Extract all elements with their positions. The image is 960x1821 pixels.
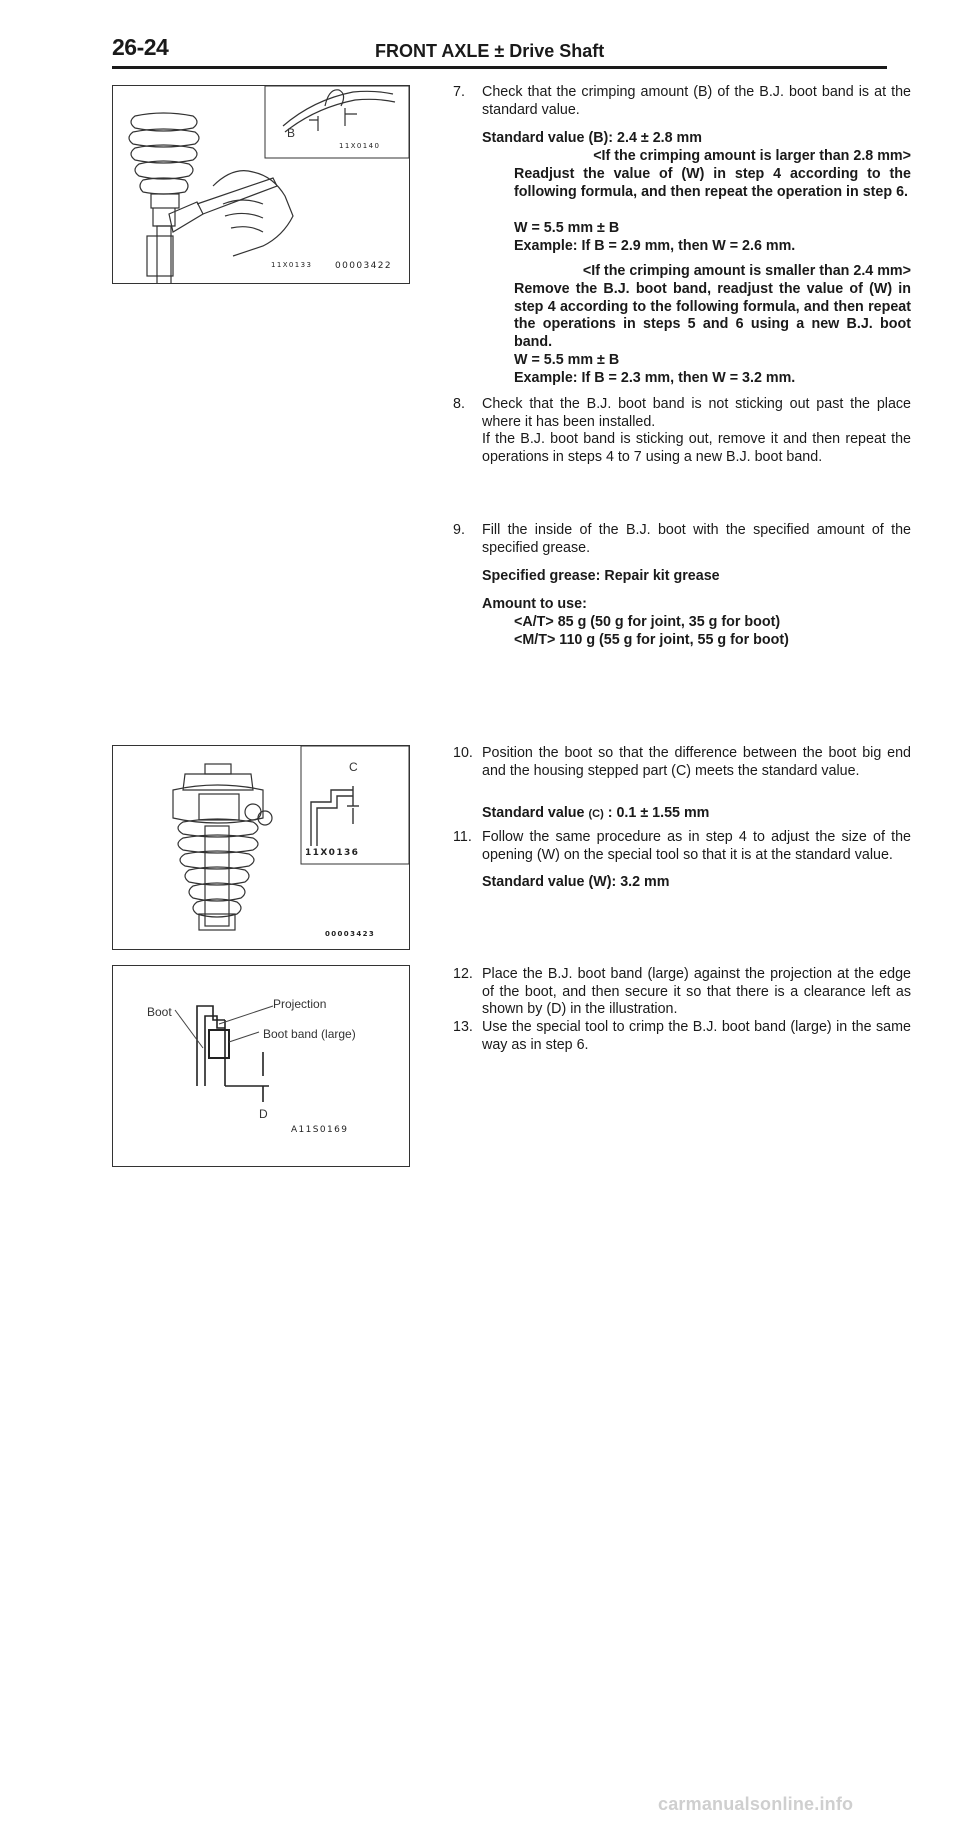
step-text: Place the B.J. boot band (large) against the projection at the edge of the boot, and then secure it so that there is a clearance left as shown by (D) in the illustration. <box>482 966 911 1017</box>
step-number: 7. <box>453 84 465 100</box>
step-number: 12. <box>453 966 473 982</box>
inset-code: 11X0136 <box>305 848 360 858</box>
larger-condition: <If the crimping amount is larger than 2.8 mm> <box>593 148 911 164</box>
label-boot: Boot <box>147 1005 172 1019</box>
amount-mt: <M/T> 110 g (55 g for joint, 55 g for boot) <box>514 632 789 648</box>
smaller-formula: W = 5.5 mm ± B <box>514 352 620 368</box>
std-paren: (C) <box>588 808 604 820</box>
standard-value-w: Standard value (W): 3.2 mm <box>482 874 670 890</box>
step-number: 10. <box>453 745 473 761</box>
figure-boot-position <box>112 745 410 950</box>
label-c: C <box>349 760 358 774</box>
larger-body: Readjust the value of (W) in step 4 according to the following formula, and then repeat the operation in step 6. <box>514 166 911 200</box>
step-8 <box>453 396 911 466</box>
figure-code: 00003423 <box>325 930 376 938</box>
step-11 <box>453 829 911 864</box>
step-7 <box>453 84 911 119</box>
label-boot-band: Boot band (large) <box>263 1027 356 1041</box>
page-number: 26-24 <box>112 34 169 60</box>
inset-code: 11X0140 <box>339 142 381 150</box>
step-text: Check that the B.J. boot band is not sticking out past the place where it has been installed. <box>482 396 911 430</box>
smaller-body: Remove the B.J. boot band, readjust the value of (W) in step 4 according to the following formula, and then repeat the operations in steps 5 and 6 using a new B.J. boot band. <box>514 281 911 350</box>
figure-crimp-check <box>112 85 410 284</box>
step-13 <box>453 1019 911 1054</box>
step-12 <box>453 966 911 1019</box>
watermark: carmanualsonline.info <box>658 1794 854 1814</box>
header-rule <box>112 66 887 69</box>
figure-code: 00003422 <box>335 261 393 271</box>
step-number: 8. <box>453 396 465 412</box>
step-text: Fill the inside of the B.J. boot with the specified amount of the specified grease. <box>482 522 911 556</box>
step-number: 11. <box>453 829 472 845</box>
step-number: 13. <box>453 1019 473 1035</box>
page-header <box>112 30 887 70</box>
step-text-2: If the B.J. boot band is sticking out, remove it and then repeat the operations in steps 4 to 7 using a new B.J. boot band. <box>482 431 911 465</box>
figure-code: A11S0169 <box>291 1125 349 1135</box>
step-10 <box>453 745 911 780</box>
std-label: Standard value <box>482 805 585 821</box>
step-text: Use the special tool to crimp the B.J. boot band (large) in the same way as in step 6. <box>482 1019 911 1053</box>
label-projection: Projection <box>273 997 327 1011</box>
sub-code: 11X0133 <box>271 261 313 269</box>
step-9 <box>453 522 911 557</box>
standard-value-b: Standard value (B): 2.4 ± 2.8 mm <box>482 130 702 146</box>
larger-formula: W = 5.5 mm ± B <box>514 220 620 236</box>
amount-label: Amount to use: <box>482 596 587 612</box>
larger-example: Example: If B = 2.9 mm, then W = 2.6 mm. <box>514 238 796 254</box>
specified-grease: Specified grease: Repair kit grease <box>482 568 720 584</box>
boot-position-illustration <box>113 746 409 949</box>
step-text: Check that the crimping amount (B) of the B.J. boot band is at the standard value. <box>482 84 911 118</box>
standard-value-c <box>482 805 911 824</box>
smaller-example: Example: If B = 2.3 mm, then W = 3.2 mm. <box>514 370 796 386</box>
step-text: Position the boot so that the difference between the boot big end and the housing stepped part (C) meets the standard value. <box>482 745 911 779</box>
amount-at: <A/T> 85 g (50 g for joint, 35 g for boot) <box>514 614 781 630</box>
step-number: 9. <box>453 522 465 538</box>
boot-band-illustration <box>113 966 409 1166</box>
section-title: FRONT AXLE ± Drive Shaft <box>375 41 605 61</box>
label-d: D <box>259 1107 268 1121</box>
crimp-check-illustration <box>113 86 409 283</box>
step-text: Follow the same procedure as in step 4 to adjust the size of the opening (W) on the special tool so that it is at the standard value. <box>482 829 911 863</box>
label-b: B <box>287 126 296 140</box>
std-value: : 0.1 ± 1.55 mm <box>607 805 710 821</box>
figure-boot-band <box>112 965 410 1167</box>
smaller-condition: <If the crimping amount is smaller than 2.4 mm> <box>582 263 911 279</box>
